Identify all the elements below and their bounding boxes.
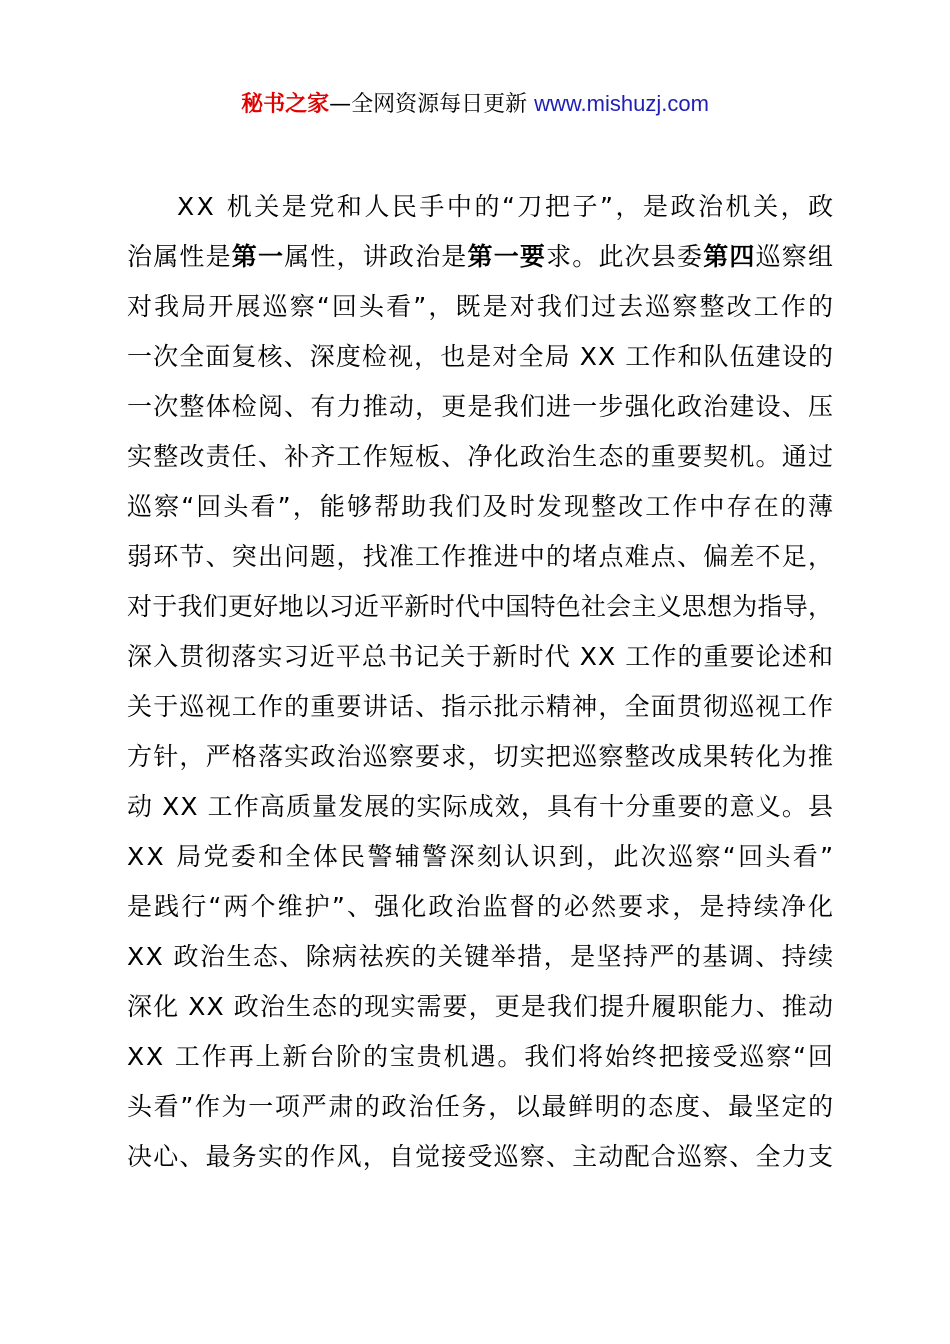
body-line — [127, 432, 833, 482]
text-segment: 深化 XX 政治生态的现实需要，更是我们提升履职能力、推动 — [127, 992, 835, 1021]
text-segment: 一次整体检阅、有力推动，更是我们进一步强化政治建设、压 — [127, 392, 835, 421]
body-line — [127, 632, 833, 682]
text-segment: 一次全面复核、深度检视，也是对全局 XX 工作和队伍建设的 — [127, 342, 835, 371]
text-segment: XX 政治生态、除病祛疾的关键举措，是坚持严的基调、持续 — [127, 942, 835, 971]
text-segment: 对于我们更好地以习近平新时代中国特色社会主义思想为指导， — [127, 592, 834, 621]
body-line — [127, 982, 833, 1032]
body-line — [127, 532, 833, 582]
text-segment: 实整改责任、补齐工作短板、净化政治生态的重要契机。通过 — [127, 442, 835, 471]
body-line — [127, 782, 833, 832]
bold-text: 第一 — [231, 242, 285, 271]
body-line — [127, 882, 836, 932]
body-line — [127, 732, 833, 782]
body-line — [127, 932, 833, 982]
text-segment: 弱环节、突出问题，找准工作推进中的堵点难点、偏差不足， — [127, 542, 835, 571]
text-segment: 动 XX 工作高质量发展的实际成效，具有十分重要的意义。县 — [127, 792, 835, 821]
text-segment: 是践行“两个维护”、强化政治监督的必然要求，是持续净化 — [127, 892, 836, 921]
body-line — [127, 1132, 833, 1182]
text-segment: 巡察“回头看”，能够帮助我们及时发现整改工作中存在的薄 — [127, 492, 836, 521]
text-segment: XX 机关是党和人民手中的“刀把子”，是政治机关，政 — [177, 192, 836, 221]
body-line — [127, 232, 833, 282]
body-line — [127, 1032, 833, 1082]
text-segment: XX 工作再上新台阶的宝贵机遇。我们将始终把接受巡察“回 — [127, 1042, 835, 1071]
body-line — [127, 582, 833, 632]
text-segment: 属性，讲政治是 — [284, 242, 468, 271]
text-segment: 巡察组 — [755, 242, 835, 271]
bold-text: 第四 — [703, 242, 756, 271]
body-line — [127, 382, 833, 432]
bold-text: 第一要 — [467, 242, 547, 271]
text-segment: 关于巡视工作的重要讲话、指示批示精神，全面贯彻巡视工作 — [127, 692, 835, 721]
text-segment: 方针，严格落实政治巡察要求，切实把巡察整改成果转化为推 — [127, 742, 835, 771]
text-segment: 决心、最务实的作风，自觉接受巡察、主动配合巡察、全力支 — [127, 1142, 835, 1171]
text-segment: 求。此次县委 — [546, 242, 704, 271]
text-segment: 对我局开展巡察“回头看”，既是对我们过去巡察整改工作的 — [127, 292, 836, 321]
body-line — [127, 182, 836, 232]
text-segment: XX 局党委和全体民警辅警深刻认识到，此次巡察“回头看” — [127, 842, 836, 871]
page-header — [0, 88, 950, 121]
text-segment: 治属性是 — [127, 242, 232, 271]
site-url-link[interactable]: www.mishuzj.com — [534, 91, 709, 116]
document-body — [127, 182, 836, 1182]
body-line — [127, 332, 833, 382]
header-tagline: —全网资源每日更新 — [329, 92, 535, 117]
body-line — [127, 1082, 833, 1132]
body-line — [127, 682, 833, 732]
body-line — [127, 832, 836, 882]
text-segment: 深入贯彻落实习近平总书记关于新时代 XX 工作的重要论述和 — [127, 642, 835, 671]
text-segment: 头看”作为一项严肃的政治任务，以最鲜明的态度、最坚定的 — [127, 1092, 835, 1121]
body-line — [127, 282, 836, 332]
brand-name: 秘书之家 — [241, 92, 330, 117]
body-line — [127, 482, 836, 532]
